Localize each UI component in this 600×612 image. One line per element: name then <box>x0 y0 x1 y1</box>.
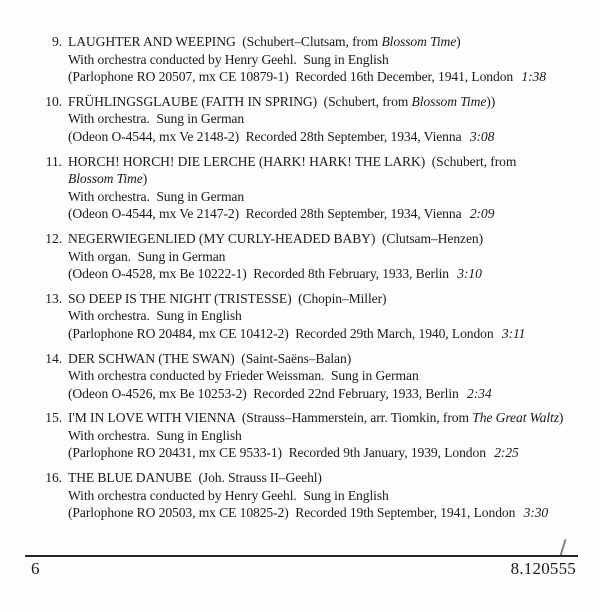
italic-text: 2:25 <box>494 445 519 461</box>
track-line <box>68 325 580 343</box>
text-segment: THE BLUE DANUBE (Joh. Strauss II–Geehl) <box>68 470 322 486</box>
scan-artifact <box>560 539 567 556</box>
italic-text: 3:10 <box>457 266 482 282</box>
track-line <box>68 230 580 248</box>
text-segment: (Odeon O-4526, mx Be 10253-2) Recorded 22nd February, 1933, Berlin <box>68 385 463 401</box>
text-segment: SO DEEP IS THE NIGHT (TRISTESSE) (Chopin–Miller) <box>68 290 387 306</box>
text-segment: ) <box>558 410 564 426</box>
track-item <box>36 153 580 223</box>
track-lines <box>68 230 580 283</box>
text-segment: FRÜHLINGSGLAUBE (FAITH IN SPRING) (Schubert, from <box>68 93 412 109</box>
track-line <box>68 110 580 128</box>
track-line <box>68 290 580 308</box>
track-lines <box>68 409 580 462</box>
text-segment: With orchestra conducted by Frieder Weissman. Sung in German <box>68 368 419 384</box>
track-line <box>68 307 580 325</box>
track-item <box>36 93 580 146</box>
italic-text: Blossom Time <box>381 34 457 49</box>
track-number: 14. <box>45 350 62 366</box>
track-number: 10. <box>45 93 62 109</box>
text-segment: (Parlophone RO 20431, mx CE 9533-1) Recorded 9th January, 1939, London <box>68 445 490 461</box>
text-segment: LAUGHTER AND WEEPING (Schubert–Clutsam, from <box>68 34 382 49</box>
track-number: 13. <box>45 290 62 306</box>
text-segment: With orchestra. Sung in German <box>68 188 245 204</box>
track-line <box>68 248 580 266</box>
track-number: 11. <box>45 153 62 169</box>
track-list <box>36 33 580 529</box>
track-line <box>68 93 580 111</box>
track-item <box>36 33 580 86</box>
italic-text: Blossom Time <box>411 93 487 109</box>
text-segment: (Parlophone RO 20503, mx CE 10825-2) Recorded 19th September, 1941, London <box>68 505 519 521</box>
italic-text: 3:30 <box>523 505 549 521</box>
text-segment: With orchestra. Sung in English <box>68 427 242 443</box>
track-line <box>68 68 580 86</box>
italic-text: Blossom Time <box>68 171 143 187</box>
text-segment: With orchestra conducted by Henry Geehl. Sung in English <box>68 51 389 67</box>
text-segment: HORCH! HORCH! DIE LERCHE (HARK! HARK! THE LARK) (Schubert, from <box>68 153 517 169</box>
track-line <box>68 350 580 368</box>
text-segment: With orchestra. Sung in German <box>68 111 245 127</box>
track-item <box>36 230 580 283</box>
track-line <box>68 188 580 206</box>
track-lines <box>68 153 580 223</box>
track-number: 15. <box>45 410 62 426</box>
track-number: 12. <box>45 230 62 246</box>
track-line <box>68 128 580 146</box>
track-lines <box>68 93 580 146</box>
italic-text: 2:09 <box>469 206 495 222</box>
track-line <box>68 487 580 505</box>
track-line <box>68 504 580 522</box>
text-segment: (Odeon O-4544, mx Ve 2147-2) Recorded 28th September, 1934, Vienna <box>68 206 465 222</box>
track-line <box>68 367 580 385</box>
track-line <box>68 153 580 171</box>
track-line <box>68 427 580 445</box>
track-number: 16. <box>45 470 62 486</box>
track-item <box>36 350 580 403</box>
text-segment: ) <box>142 171 148 187</box>
text-segment: (Parlophone RO 20484, mx CE 10412-2) Recorded 29th March, 1940, London <box>68 325 497 341</box>
track-number: 9. <box>52 34 62 49</box>
track-lines <box>68 290 580 343</box>
track-item <box>36 409 580 462</box>
text-segment: With orchestra conducted by Henry Geehl. Sung in English <box>68 487 389 503</box>
track-lines <box>68 33 580 86</box>
track-line <box>68 469 580 487</box>
track-line <box>68 33 580 51</box>
text-segment: (Parlophone RO 20507, mx CE 10879-1) Recorded 16th December, 1941, London <box>68 69 517 85</box>
track-lines <box>68 469 580 522</box>
catalog-number: 8.120555 <box>510 559 576 578</box>
text-segment: ) <box>456 34 461 49</box>
track-line <box>68 205 580 223</box>
track-item <box>36 469 580 522</box>
text-segment: I'M IN LOVE WITH VIENNA (Strauss–Hammerstein, arr. Tiomkin, from <box>68 410 473 426</box>
track-line <box>68 265 580 283</box>
italic-text: 3:11 <box>501 325 526 341</box>
track-lines <box>68 350 580 403</box>
text-segment: DER SCHWAN (THE SWAN) (Saint-Saëns–Balan) <box>68 350 352 366</box>
italic-text: 2:34 <box>467 385 492 401</box>
track-item <box>36 290 580 343</box>
italic-text: 3:08 <box>469 128 495 144</box>
track-line <box>68 385 580 403</box>
text-segment: (Odeon O-4528, mx Be 10222-1) Recorded 8th February, 1933, Berlin <box>68 266 453 282</box>
footer-rule <box>25 555 578 557</box>
italic-text: 1:38 <box>521 69 546 85</box>
text-segment: With organ. Sung in German <box>68 248 226 264</box>
track-line <box>68 51 580 69</box>
text-segment: )) <box>486 93 496 109</box>
italic-text: The Great Waltz <box>472 410 559 426</box>
track-line <box>68 444 580 462</box>
page-number: 6 <box>31 559 40 578</box>
text-segment: (Odeon O-4544, mx Ve 2148-2) Recorded 28th September, 1934, Vienna <box>68 128 465 144</box>
text-segment: With orchestra. Sung in English <box>68 308 242 324</box>
track-line <box>68 409 580 427</box>
text-segment: NEGERWIEGENLIED (MY CURLY-HEADED BABY) (Clutsam–Henzen) <box>68 230 484 246</box>
track-line <box>68 170 580 188</box>
